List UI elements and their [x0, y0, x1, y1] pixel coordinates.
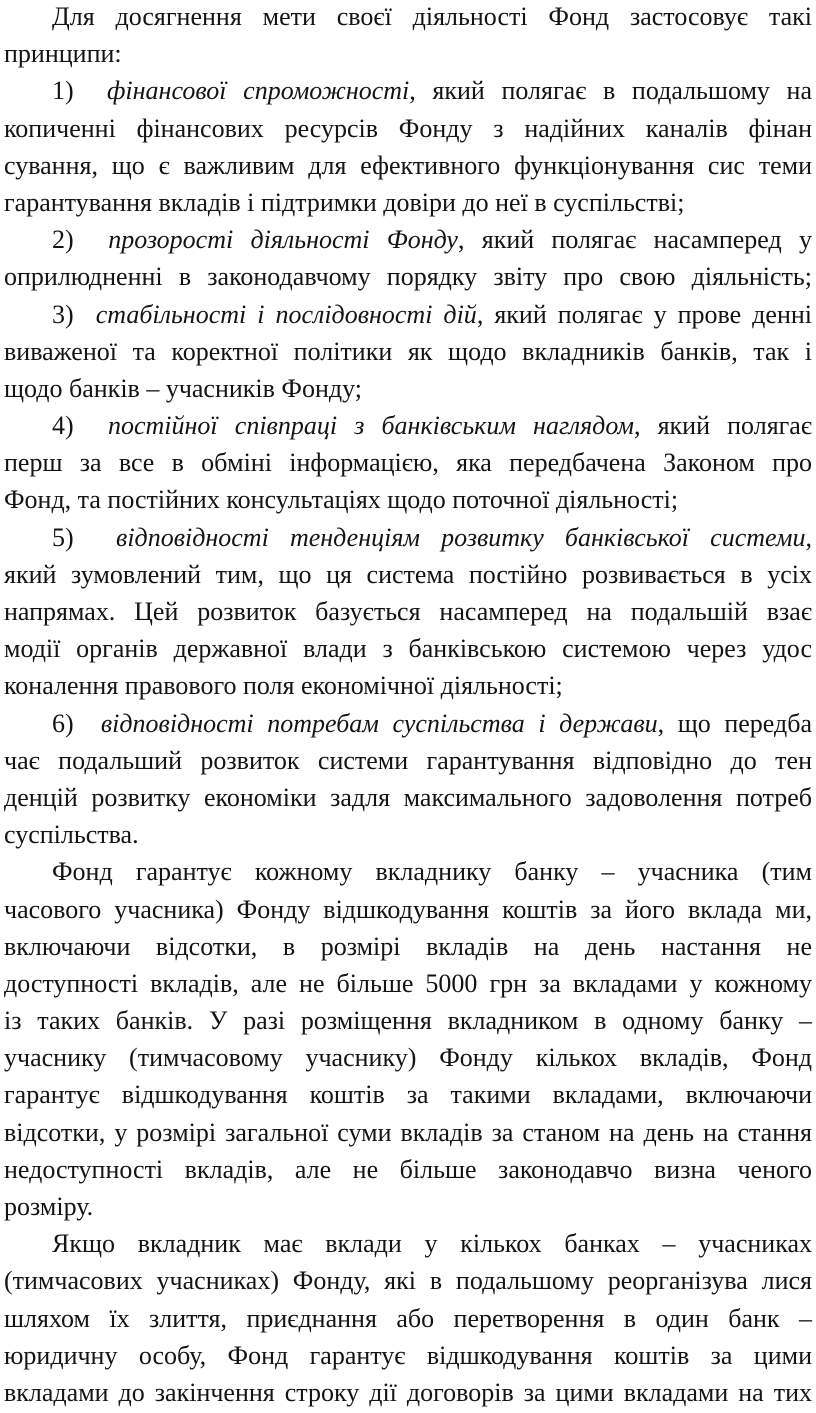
line-text: розміру.	[4, 1192, 94, 1221]
line-text: Фонд гарантує кожному вкладнику банку – учасника (тим	[52, 857, 812, 887]
principle-name: відповідності тенденціям розвитку банківської системи	[116, 522, 806, 552]
line-text: із таких банків. У разі розміщення вкладником в одному банку –	[4, 1006, 812, 1036]
text-line	[4, 296, 812, 333]
principle-name: стабільності і послідовності дій	[95, 299, 477, 329]
list-number: 5)	[52, 522, 74, 552]
text-line	[4, 407, 812, 444]
text-line	[4, 0, 812, 35]
principle-text: , який полягає	[633, 411, 813, 441]
text-line	[4, 333, 812, 370]
line-text: копиченні фінансових ресурсів Фонду з надійних каналів фінан	[4, 113, 812, 143]
line-text: гарантування вкладів і підтримки довіри до неї в суспільстві;	[4, 187, 685, 217]
text-line	[4, 1002, 812, 1039]
line-text: виваженої та коректної політики як щодо вкладників банків, так і	[4, 336, 812, 366]
line-text: відсотки, у розмірі загальної суми вкладів за станом на день на стання	[4, 1117, 812, 1147]
text-line	[4, 630, 812, 667]
text-line	[4, 705, 812, 742]
line-text: гарантує відшкодування коштів за такими вкладами, включаючи	[4, 1080, 812, 1110]
principle-text: , який полягає насамперед у	[457, 225, 812, 255]
text-line	[4, 1262, 812, 1299]
line-text: недоступності вкладів, але не більше законодавчо визна ченого	[4, 1154, 812, 1184]
line-text: юридичну особу, Фонд гарантує відшкодування коштів за цими	[4, 1340, 812, 1370]
principle-name: постійної співпраці з банківським наглядом	[107, 411, 634, 441]
text-line	[4, 72, 812, 109]
text-line	[4, 928, 812, 965]
line-text: включаючи відсотки, в розмірі вкладів на день настання не	[4, 931, 812, 961]
text-line	[4, 1374, 812, 1411]
principle-name: відповідності потребам суспільства і держави	[100, 708, 658, 738]
text-line	[4, 593, 812, 630]
text-line	[4, 110, 812, 147]
line-text: доступності вкладів, але не більше 5000 грн за вкладами у кожному	[4, 968, 812, 998]
line-text: напрямах. Цей розвиток базується насамперед на подальшій взає	[4, 597, 812, 626]
line-text: який зумовлений тим, що ця система постійно розвивається в усіх	[4, 559, 812, 589]
line-text: суспільства.	[4, 820, 139, 850]
text-line	[4, 221, 812, 258]
line-text: Фонд, та постійних консультаціях щодо поточної діяльності;	[4, 485, 679, 515]
text-line	[4, 1188, 812, 1225]
list-number: 3)	[52, 299, 74, 329]
text-line	[4, 370, 812, 407]
text-line	[4, 816, 812, 853]
document-body	[4, 0, 812, 1411]
principle-text: ,	[805, 522, 812, 552]
line-text: денцій розвитку економіки задля максимального задоволення потреб	[4, 782, 812, 812]
line-text: Якщо вкладник має вклади у кількох банках – учасниках	[52, 1229, 812, 1259]
text-line	[4, 853, 812, 890]
line-text: оприлюдненні в законодавчому порядку звіту про свою діяльність;	[4, 262, 812, 292]
text-line	[4, 184, 812, 221]
text-line	[4, 444, 812, 481]
list-number: 6)	[52, 708, 74, 738]
line-text: чає подальший розвиток системи гарантування відповідно до тен	[4, 745, 812, 775]
text-line	[4, 742, 812, 779]
text-line	[4, 965, 812, 1002]
text-line	[4, 481, 812, 518]
principle-text: , який полягає в подальшому на	[409, 76, 812, 106]
text-line	[4, 556, 812, 593]
line-text: щодо банків – учасників Фонду;	[4, 373, 362, 403]
line-text: сування, що є важливим для ефективного функціонування сис теми	[4, 150, 812, 180]
text-line	[4, 779, 812, 816]
list-number: 4)	[52, 411, 74, 441]
principle-text: , який полягає у прове денні	[476, 299, 813, 329]
line-text: (тимчасових учасниках) Фонду, які в подальшому реорганізува лися	[4, 1266, 812, 1296]
line-text: шляхом їх злиття, приєднання або перетворення в один банк –	[4, 1303, 812, 1333]
text-line	[4, 1114, 812, 1151]
text-line	[4, 891, 812, 928]
line-text: модії органів державної влади з банківською системою через удос	[4, 634, 812, 664]
line-text: перш за все в обміні інформацією, яка передбачена Законом про	[4, 448, 812, 478]
line-text: принципи:	[4, 39, 122, 69]
principle-text: , що передба	[657, 708, 813, 738]
line-text: часового учасника) Фонду відшкодування коштів за його вклада ми,	[4, 894, 812, 924]
text-line	[4, 147, 812, 184]
list-number: 2)	[52, 225, 74, 255]
text-line	[4, 667, 812, 704]
line-text: вкладами до закінчення строку дії договорів за цими вкладами на тих	[4, 1377, 812, 1407]
text-line	[4, 258, 812, 295]
line-text: учаснику (тимчасовому учаснику) Фонду кількох вкладів, Фонд	[4, 1043, 812, 1073]
line-text: Для досягнення мети своєї діяльності Фонд застосовує такі	[52, 2, 812, 31]
text-line	[4, 1039, 812, 1076]
line-text: коналення правового поля економічної діяльності;	[4, 671, 563, 701]
principle-name: прозорості діяльності Фонду	[108, 225, 458, 255]
text-line	[4, 1337, 812, 1374]
list-number: 1)	[52, 76, 74, 106]
text-line	[4, 1300, 812, 1337]
text-line	[4, 519, 812, 556]
principle-name: фінансової спроможності	[106, 76, 410, 106]
text-line	[4, 1076, 812, 1113]
text-line	[4, 35, 812, 72]
text-line	[4, 1225, 812, 1262]
text-line	[4, 1151, 812, 1188]
